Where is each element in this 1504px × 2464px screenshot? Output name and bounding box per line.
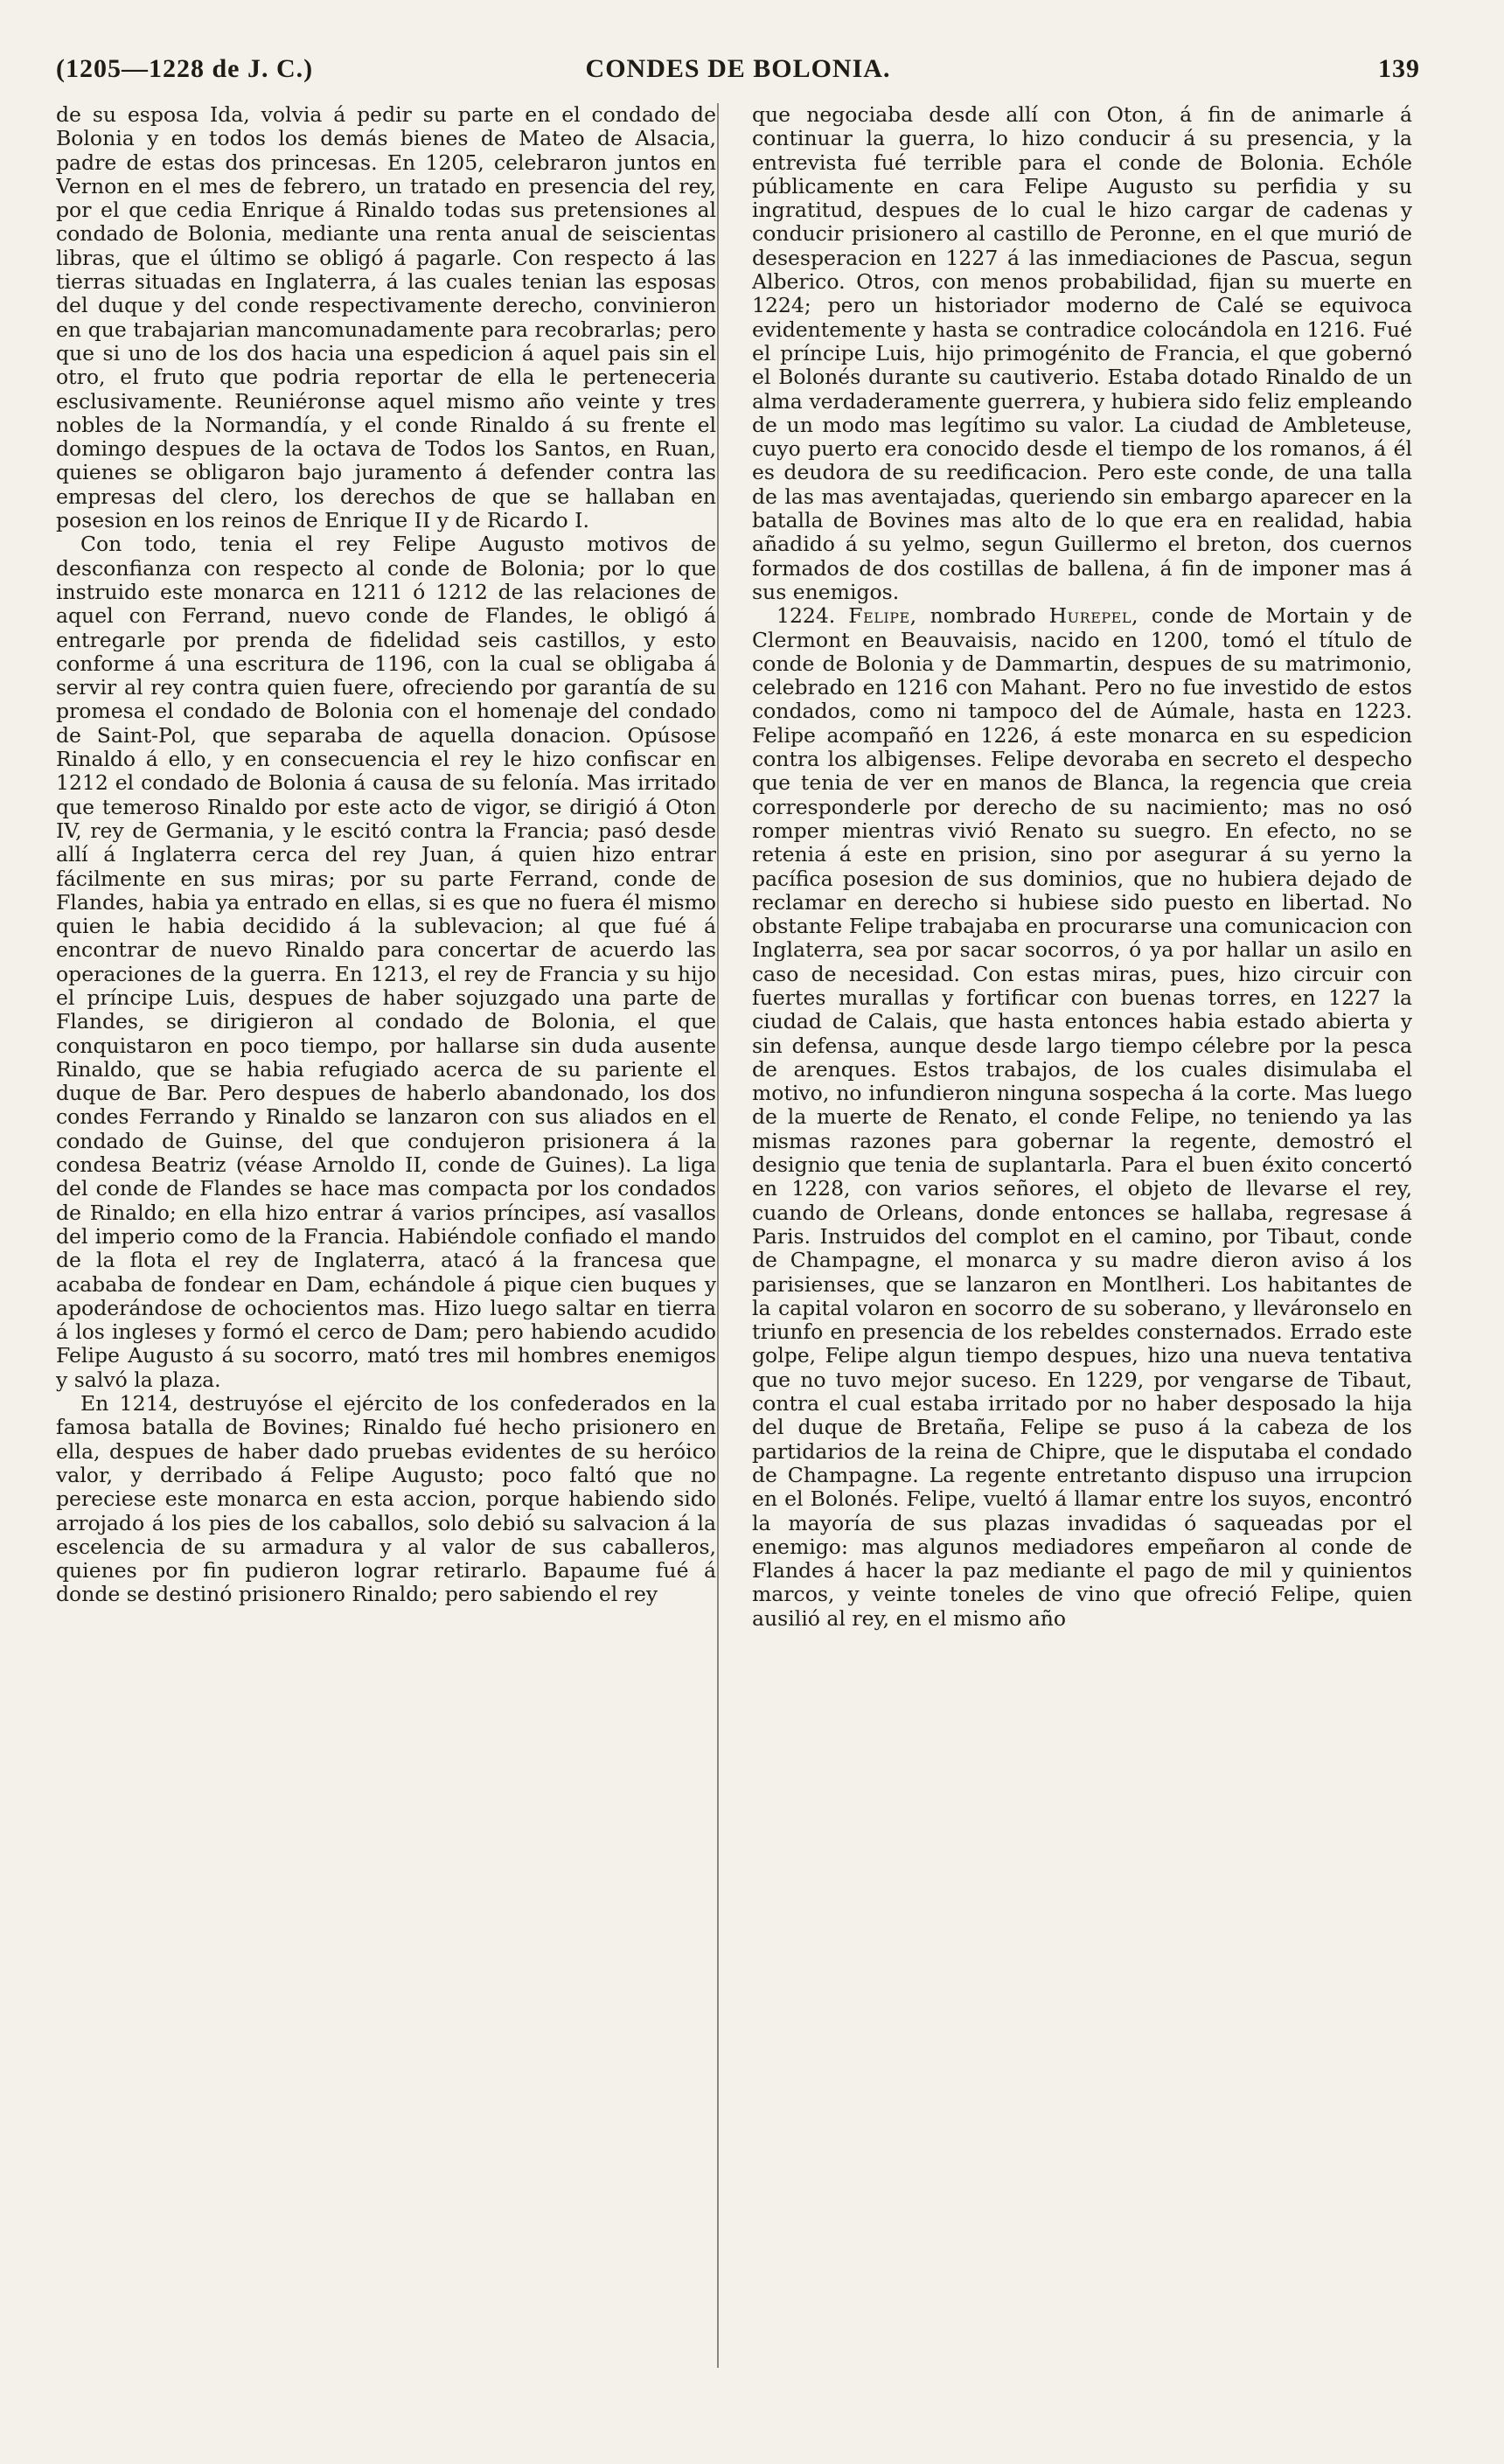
entry-connector: nombrado <box>916 603 1049 629</box>
running-header <box>56 54 1420 100</box>
entry-nickname: Hurepel, <box>1048 603 1138 629</box>
left-paragraph-2: Con todo, tenia el rey Felipe Augusto motivos de desconfianza con respecto al conde de Bolonia; por lo que instruido este monarca en 1211 ó 1212 de las relaciones de aquel con Ferrand, nuevo conde de Flandes, le obligó á entregarle por prenda de fidelidad seis castillos, y esto conforme á una escritura de 1196, con la cual se obligaba á servir al rey contra quien fuere, ofreciendo por garantía de su promesa el condado de Bolonia con el homenaje del condado de Saint-Pol, que separaba de aquella donacion. Opúsose Rinaldo á ello, y en consecuencia el rey le hizo confiscar en 1212 el condado de Bolonia á causa de su felonía. Mas irritado que temeroso Rinaldo por este acto de vigor, se dirigió á Oton IV, rey de Germania, y le escitó contra la Francia; pasó desde allí á Inglaterra cerca del rey Juan, á quien hizo entrar fácilmente en sus miras; por su parte Ferrand, conde de Flandes, habia ya entrado en ellas, si es que no fuera él mismo quien le habia decidido á la sublevacion; al que fué á encontrar de nuevo Rinaldo para concertar de acuerdo las operaciones de la guerra. En 1213, el rey de Francia y su hijo el príncipe Luis, despues de haber sojuzgado una parte de Flandes, se dirigieron al condado de Bolonia, el que conquistaron en poco tiempo, por hallarse sin duda ausente Rinaldo, que se habia refugiado acerca de su pariente el duque de Bar. Pero despues de haberlo abandonado, los dos condes Ferrando y Rinaldo se lanzaron con sus aliados en el condado de Guinse, del que condujeron prisionera á la condesa Beatriz (véase Arnoldo II, conde de Guines). La liga del conde de Flandes se hace mas compacta por los condados de Rinaldo; en ella hizo entrar á varios príncipes, así vasallos del imperio como de la Francia. Habiéndole confiado el mando de la flota el rey de Inglaterra, atacó á la francesa que acababa de fondear en Dam, echándole á pique cien buques y apoderándose de ochocientos mas. Hizo luego saltar en tierra á los ingleses y formó el cerco de Dam; pero habiendo acudido Felipe Augusto á su socorro, mató tres mil hombres enemigos y salvó la plaza. <box>56 532 716 1392</box>
entry-name: Felipe, <box>848 603 917 629</box>
entry-text: conde de Mortain y de Clermont en Beauvaisis, nacido en 1200, tomó el título de conde de Bolonia y de Dammartin, despues de su matrimonio, celebrado en 1216 con Mahant. Pero no fue investido de estos condados, como ni tampoco del de Aúmale, hasta en 1223. Felipe acompañó en 1226, á este monarca en su espedicion contra los albigenses. Felipe devoraba en secreto el despecho que tenia de ver en manos de Blanca, la regencia que creia corresponderle por derecho de su nacimiento; mas no osó romper mientras vivió Renato su suegro. En efecto, no se retenia á este en prision, sino por asegurar á su yerno la pacífica posesion de sus dominios, que no hubiera dejado de reclamar en derecho si hubiese sido puesto en libertad. No obstante Felipe trabajaba en procurarse una comunicacion con Inglaterra, sea por sacar socorros, ó ya por hallar un asilo en caso de necesidad. Con estas miras, pues, hizo circuir con fuertes murallas y fortificar con buenas torres, en 1227 la ciudad de Calais, que hasta entonces habia estado abierta y sin defensa, aunque desde largo tiempo célebre por la pesca de arenques. Estos trabajos, de los cuales disimulaba el motivo, no infundieron ninguna sospecha á la corte. Mas luego de la muerte de Renato, el conde Felipe, no teniendo ya las mismas razones para gobernar la regente, demostró el designio que tenia de suplantarla. Para el buen éxito concertó en 1228, con varios señores, el objeto de llevarse el rey, cuando de Orleans, donde entonces se hallaba, regresase á Paris. Instruidos del complot en el camino, por Tibaut, conde de Champagne, el monarca y su madre dieron aviso á los parisienses, que se lanzaron en Montlheri. Los habitantes de la capital volaron en socorro de su soberano, y lleváronselo en triunfo en presencia de los rebeldes consternados. Errado este golpe, Felipe algun tiempo despues, hizo una nueva tentativa que no tuvo mejor suceso. En 1229, por vengarse de Tibaut, contra el cual estaba irritado por no haber desposado la hija del duque de Bretaña, Felipe se puso á la cabeza de los partidarios de la reina de Chipre, que le disputaba el condado de Champagne. La regente entretanto dispuso una irrupcion en el Bolonés. Felipe, vueltó á llamar entre los suyos, encontró la mayoría de sus plazas invadidas ó saqueadas por el enemigo: mas algunos mediadores empeñaron al conde de Flandes á hacer la paz mediante el pago de mil y quinientos marcos, y veinte toneles de vino que ofreció Felipe, quien ausilió al rey, en el mismo año <box>752 603 1412 1631</box>
column-divider <box>717 103 719 2368</box>
left-column <box>56 103 716 2377</box>
right-paragraph-entry-felipe <box>752 604 1412 1631</box>
left-paragraph-3: En 1214, destruyóse el ejército de los confederados en la famosa batalla de Bovines; Rinaldo fué hecho prisionero en ella, despues de haber dado pruebas evidentes de su heróico valor, y derribado á Felipe Augusto; poco faltó que no pereciese este monarca en esta accion, porque habiendo sido arrojado á los pies de los caballos, solo debió su salvacion á la escelencia de su armadura y al valor de sus caballeros, quienes por fin pudieron lograr retirarlo. Bapaume fué á donde se destinó prisionero Rinaldo; pero sabiendo el rey <box>56 1391 716 1607</box>
page-number: 139 <box>1378 54 1420 83</box>
right-column <box>752 103 1412 2377</box>
left-paragraph-1: de su esposa Ida, volvia á pedir su parte en el condado de Bolonia y en todos los demás bienes de Mateo de Alsacia, padre de estas dos princesas. En 1205, celebraron juntos en Vernon en el mes de febrero, un tratado en presencia del rey, por el que cedia Enrique á Rinaldo todas sus pretensiones al condado de Bolonia, mediante una renta anual de seiscientas libras, que el último se obligó á pagarle. Con respecto á las tierras situadas en Inglaterra, á las cuales tenian las esposas del duque y del conde respectivamente derecho, convinieron en que trabajarian mancomunadamente para recobrarlas; pero que si uno de los dos hacia una espedicion á aquel pais sin el otro, el fruto que podria reportar de ella le perteneceria esclusivamente. Reuniéronse aquel mismo año veinte y tres nobles de la Normandía, y el conde Rinaldo á su frente el domingo despues de la octava de Todos los Santos, en Ruan, quienes se obligaron bajo juramento á defender contra las empresas del clero, los derechos de que se hallaban en posesion en los reinos de Enrique II y de Ricardo I. <box>56 103 716 533</box>
right-paragraph-1: que negociaba desde allí con Oton, á fin de animarle á continuar la guerra, lo hizo conducir á su presencia, y la entrevista fué terrible para el conde de Bolonia. Echóle públicamente en cara Felipe Augusto su perfidia y su ingratitud, despues de lo cual le hizo cargar de cadenas y conducir prisionero al castillo de Peronne, en el que murió de desesperacion en 1227 á las inmediaciones de Pascua, segun Alberico. Otros, con menos probabilidad, fijan su muerte en 1224; pero un historiador moderno de Calé se equivoca evidentemente y hasta se contradice colocándola en 1216. Fué el príncipe Luis, hijo primogénito de Francia, el que gobernó el Bolonés durante su cautiverio. Estaba dotado Rinaldo de un alma verdaderamente guerrera, y hubiera sido feliz empleando de un modo mas legítimo su valor. La ciudad de Ambleteuse, cuyo puerto era conocido desde el tiempo de los romanos, á él es deudora de su reedificacion. Pero este conde, de una talla de las mas aventajadas, queriendo sin embargo aparecer en la batalla de Bovines mas alto de lo que era en realidad, habia añadido á su yelmo, segun Guillermo el breton, dos cuernos formados de dos costillas de ballena, á fin de imponer mas á sus enemigos. <box>752 103 1412 604</box>
header-date-range: (1205—1228 de J. C.) <box>56 54 314 83</box>
entry-year: 1224. <box>776 603 836 629</box>
header-title: CONDES DE BOLONIA. <box>585 54 891 83</box>
